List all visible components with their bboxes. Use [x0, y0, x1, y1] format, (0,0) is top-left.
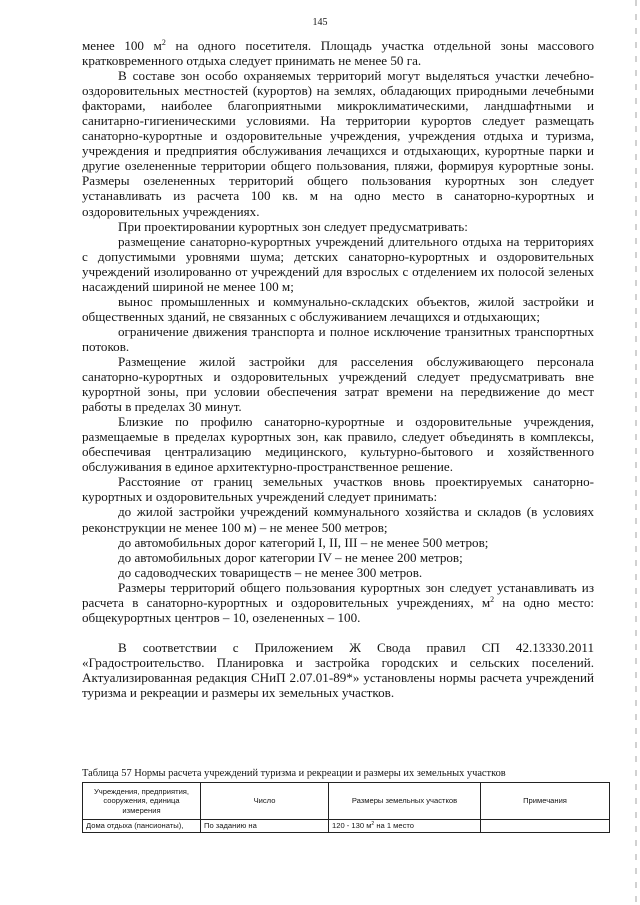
- paragraph: Расстояние от границ земельных участков вновь проектируемых санаторно-курортных и оздоровительных учреждений следует принимать:: [82, 474, 594, 505]
- list-item: вынос промышленных и коммунально-складских объектов, жилой застройки и общественных зданий, не связанных с обслуживанием лечащихся и отдыхающих;: [82, 293, 594, 324]
- list-item: размещение санаторно-курортных учреждений длительного отдыха на территориях с допустимыми уровнями шума; детских санаторно-курортных и оздоровительных учреждений изолированно от учреждений для взрослых с отделением их полосой зеленых насаждений шириной не менее 100 м;: [82, 233, 594, 294]
- paragraph: менее 100 $м^2$ на одного посетителя. Площадь участка отдельной зоны массового кратковременного отдыха следует принимать не менее 50 га.: [82, 38, 595, 69]
- table-header-cell: Учреждения, предприятия, сооружения, единица измерения: [83, 783, 201, 820]
- paragraph: Размещение жилой застройки для расселения обслуживающего персонала санаторно-курортных и оздоровительных учреждений следует предусматривать вне курортной зоны, при условии обеспечения затрат времени на передвижение до мест работы в пределах 30 минут.: [82, 353, 594, 415]
- table-caption: Таблица 57 Нормы расчета учреждений туризма и рекреации и размеры их земельных участков: [82, 768, 506, 779]
- table-cell: По заданию на: [201, 820, 329, 833]
- list-item: ограничение движения транспорта и полное исключение транзитных транспортных потоков.: [82, 323, 594, 354]
- scan-edge-mark: [635, 0, 637, 905]
- table-header-cell: Число: [201, 783, 329, 820]
- paragraph: Размеры территорий общего пользования курортных зон следует устанавливать из расчета в санаторно-курортных и оздоровительных учреждениях, $м^2$ на одно место: общекурортных центров – 10, озелененных – 100.: [82, 579, 595, 625]
- paragraph: В соответствии с Приложением Ж Свода правил СП 42.13330.2011 «Градостроительство. Планировка и застройка городских и сельских поселений. Актуализированная редакция СНиП 2.07.01-89*» установлены нормы расчета учреждений туризма и рекреации и размеры их земельных участков.: [82, 639, 594, 700]
- list-item: до автомобильных дорог категорий I, II, III – не менее 500 метров;: [118, 534, 489, 550]
- table-header-cell: Примечания: [481, 783, 610, 820]
- table-cell: 120 - 130 $м^2$ на 1 место: [329, 820, 481, 833]
- paragraph: Близкие по профилю санаторно-курортные и оздоровительные учреждения, размещаемые в пределах курортных зон, как правило, следует объединять в комплексы, обеспечивая централизацию медицинского, культурно-бытового и хозяйственного обслуживания в единое архитектурно-пространственное решение.: [82, 414, 594, 475]
- page-number: 145: [312, 17, 328, 28]
- table-row: [83, 820, 610, 833]
- paragraph: В составе зон особо охраняемых территорий могут выделяться участки лечебно-оздоровительных местностей (курортов) на землях, обладающих природными лечебными факторами, наиболее благоприятными микроклиматическими, ландшафтными и санитарно-гигиеническими условиями. На территории курортов следует размещать санаторно-курортные и оздоровительные учреждения, учреждения отдыха и туризма, учреждения и предприятия обслуживания лечащихся и отдыхающих, курортные парки и другие озелененные территории общего пользования, пляжи, формируя курортные зоны. Размеры озелененных территорий общего пользования курортных зон следует устанавливать из расчета 100 кв. м на одно место в санаторно-курортных и оздоровительных учреждениях.: [82, 68, 594, 219]
- paragraph: При проектировании курортных зон следует предусматривать:: [118, 218, 468, 234]
- table-header-row: [83, 783, 610, 820]
- table-cell: Дома отдыха (пансионаты),: [83, 820, 201, 833]
- list-item: до жилой застройки учреждений коммунального хозяйства и складов (в условиях реконструкции не менее 100 м) – не менее 500 метров;: [82, 504, 594, 535]
- list-item: до автомобильных дорог категории IV – не менее 200 метров;: [118, 549, 463, 565]
- norms-table: [82, 782, 610, 833]
- list-item: до садоводческих товариществ – не менее 300 метров.: [118, 564, 423, 580]
- body-text: [82, 38, 594, 700]
- table-cell: [481, 820, 610, 833]
- table-header-cell: Размеры земельных участков: [329, 783, 481, 820]
